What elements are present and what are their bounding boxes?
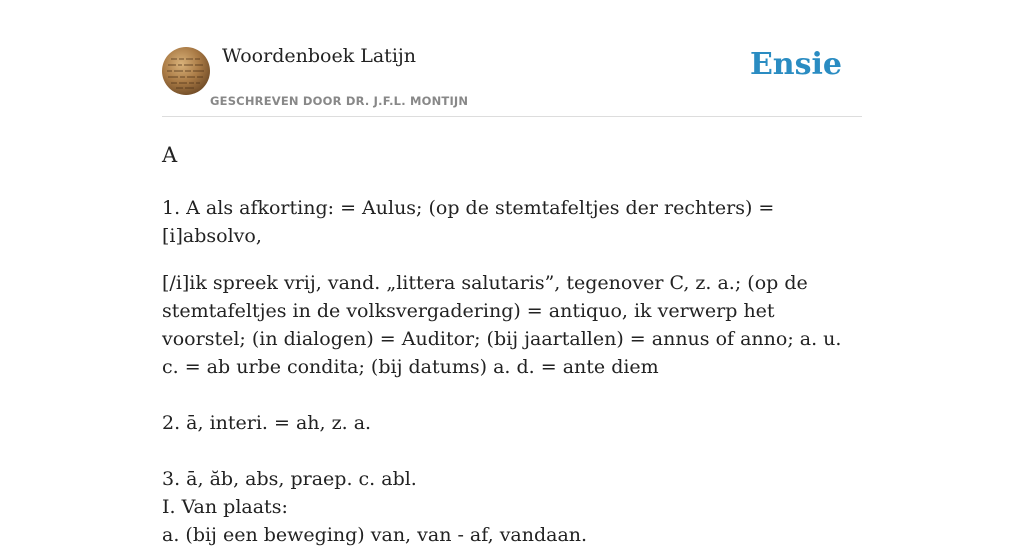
definition-paragraph-4: [162, 465, 862, 549]
page: [162, 0, 862, 546]
entry-content: [162, 140, 862, 549]
definition-line: 3. ā, ăb, abs, praep. c. abl.: [162, 468, 417, 490]
ensie-logo-link[interactable]: Ensie: [749, 47, 842, 82]
definition-line: a. (bij een beweging) van, van - af, vandaan.: [162, 524, 588, 546]
book-cover-avatar[interactable]: [162, 47, 210, 95]
author-line: GESCHREVEN DOOR DR. J.F.L. MONTIJN: [210, 94, 469, 108]
book-title[interactable]: Woordenboek Latijn: [222, 45, 417, 67]
definition-line: I. Van plaats:: [162, 496, 288, 518]
definition-paragraph-1: 1. A als afkorting: = Aulus; (op de stemtafeltjes der rechters) = [i]absolvo,: [162, 197, 775, 247]
headword: A: [162, 143, 178, 167]
inscription-stone-icon: [162, 47, 210, 95]
definition-paragraph-2: [/i]ik spreek vrij, vand. „littera salutaris”, tegenover C, z. a.; (op de stemtafeltjes in de volksvergadering) = antiquo, ik verwerp het voorstel; (in dialogen) = Auditor; (bij jaartallen) = annus of anno; a. u. c. = ab urbe condita; (bij datums) a. d. = ante diem: [162, 272, 842, 378]
definition-paragraph-3: 2. ā, interi. = ah, z. a.: [162, 412, 372, 434]
header: [162, 0, 862, 117]
